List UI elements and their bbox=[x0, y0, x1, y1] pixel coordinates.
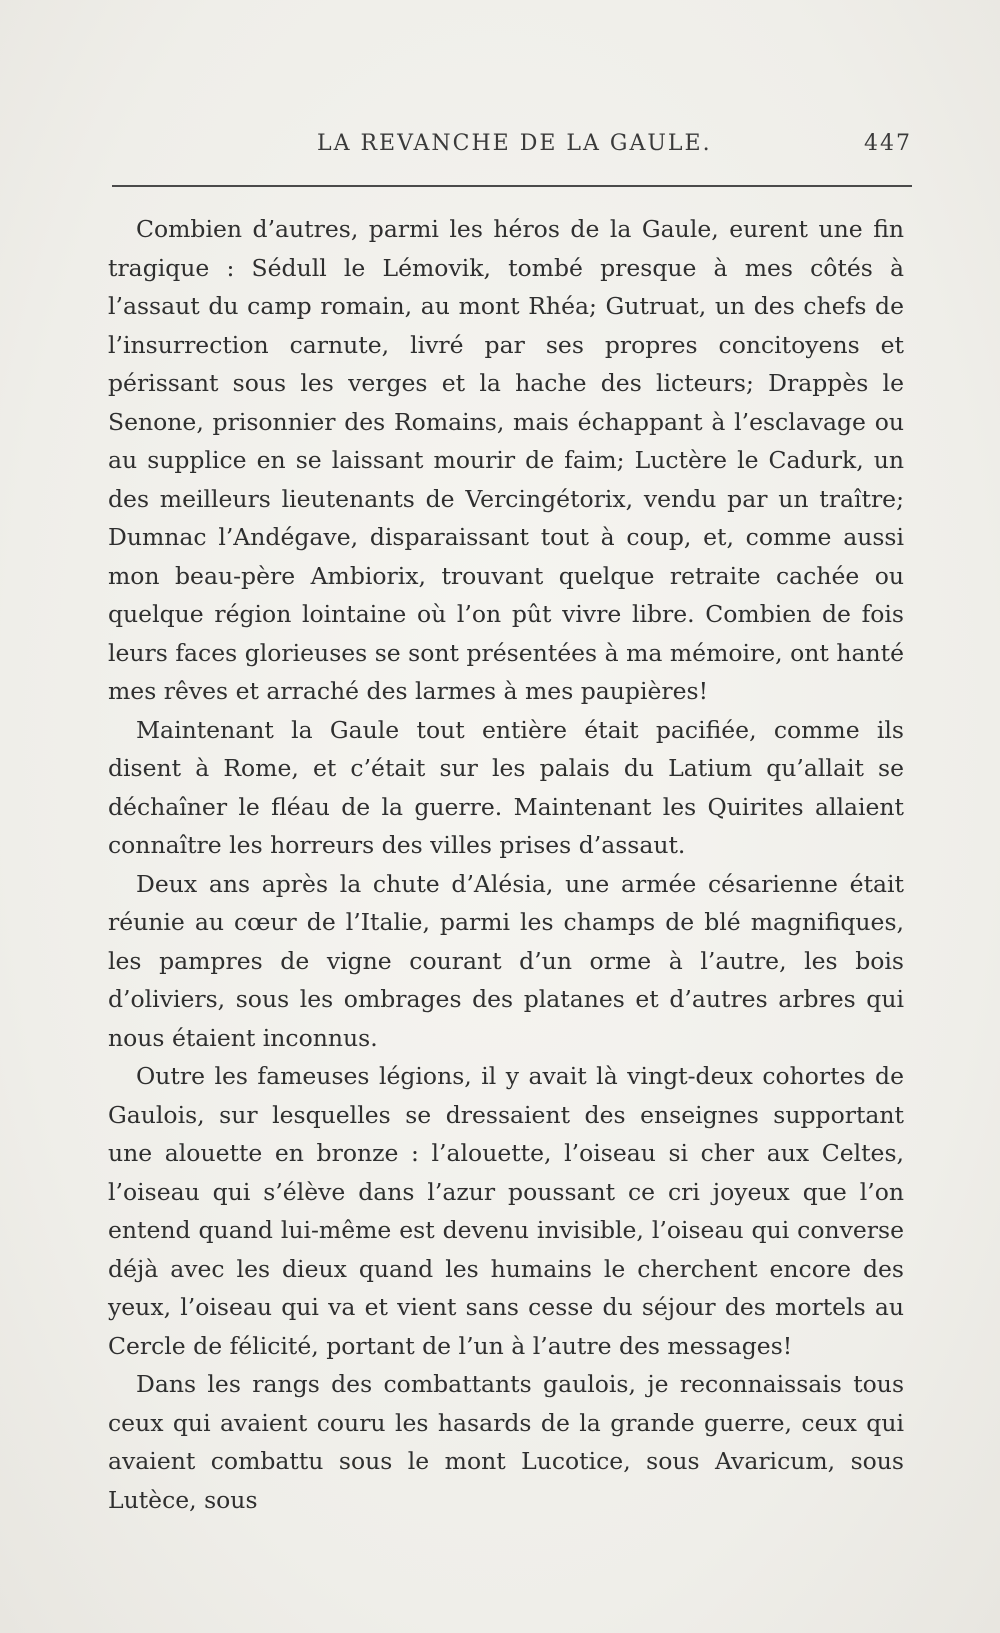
body-text bbox=[108, 210, 904, 1519]
paragraph: Outre les fameuses légions, il y avait là vingt-deux cohortes de Gaulois, sur lesquelles se dressaient des enseignes supportant une alouette en bronze : l’alouette, l’oiseau si cher aux Celtes, l’oiseau qui s’élève dans l’azur poussant ce cri joyeux que l’on entend quand lui-même est devenu invisible, l’oiseau qui converse déjà avec les dieux quand les humains le cherchent encore des yeux, l’oiseau qui va et vient sans cesse du séjour des mortels au Cercle de félicité, portant de l’un à l’autre des messages! bbox=[108, 1062, 904, 1360]
paragraph: Combien d’autres, parmi les héros de la Gaule, eurent une fin tragique : Sédull le Lémovik, tombé presque à mes côtés à l’assaut du camp romain, au mont Rhéa; Gutruat, un des chefs de l’insurrection carnute, livré par ses propres concitoyens et périssant sous les verges et la hache des licteurs; Drappès le Senone, prisonnier des Romains, mais échappant à l’esclavage ou au supplice en se laissant mourir de faim; Luctère le Cadurk, un des meilleurs lieutenants de Vercingétorix, vendu par un traître; Dumnac l’Andégave, disparaissant tout à coup, et, comme aussi mon beau-père Ambiorix, trouvant quelque retraite cachée ou quelque région lointaine où l’on pût vivre libre. Combien de fois leurs faces glorieuses se sont présentées à ma mémoire, ont hanté mes rêves et arraché des larmes à mes paupières! bbox=[108, 215, 904, 705]
page-number: 447 bbox=[864, 131, 912, 156]
paragraph: Maintenant la Gaule tout entière était pacifiée, comme ils disent à Rome, et c’était sur les palais du Latium qu’allait se déchaîner le fléau de la guerre. Maintenant les Quirites allaient connaître les horreurs des villes prises d’assaut. bbox=[108, 715, 904, 859]
running-title: LA REVANCHE DE LA GAULE. bbox=[317, 131, 712, 156]
paragraph: Dans les rangs des combattants gaulois, je reconnaissais tous ceux qui avaient couru les hasards de la grande guerre, ceux qui avaient combattu sous le mont Lucotice, sous Avaricum, sous Lutèce, sous bbox=[108, 1370, 904, 1514]
page-header bbox=[112, 131, 912, 167]
header-rule bbox=[112, 185, 912, 187]
paragraph: Deux ans après la chute d’Alésia, une armée césarienne était réunie au cœur de l’Italie, parmi les champs de blé magnifiques, les pampres de vigne courant d’un orme à l’autre, les bois d’oliviers, sous les ombrages des platanes et d’autres arbres qui nous étaient inconnus. bbox=[108, 869, 904, 1052]
